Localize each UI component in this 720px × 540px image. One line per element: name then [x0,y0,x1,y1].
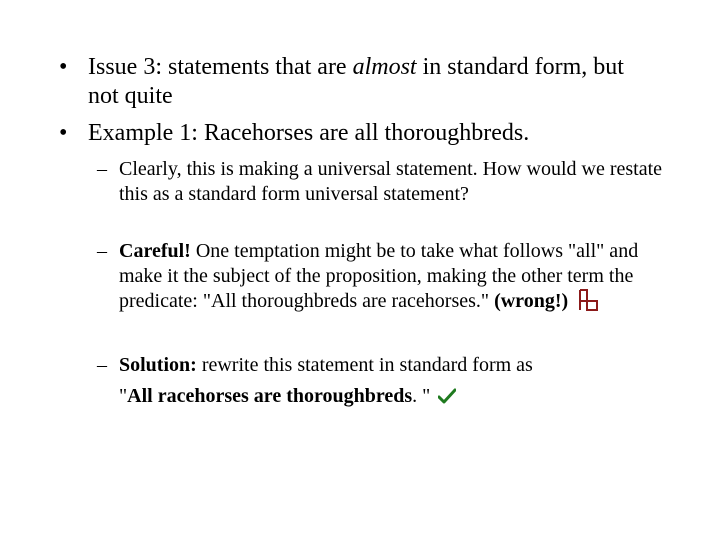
careful-label: Careful! [119,240,191,262]
wrong-label: (wrong!) [494,290,569,312]
dash-marker: – [97,240,107,262]
issue-3-prefix: Issue 3: statements that are [88,54,353,80]
standard-form-statement: All racehorses are thoroughbreds [127,385,413,407]
dash-marker: – [97,354,107,376]
wrong-icon [577,289,599,318]
sub-point-clearly [97,157,664,207]
sub-point-text: One temptation might be to take what follows "all" and make it the subject of the proposition, making the other term the predicate: "All thoroughbreds are racehorses." [119,240,639,312]
bullet-issue-3 [59,53,648,111]
solution-label: Solution: [119,354,197,376]
example-1-text: Example 1: Racehorses are all thoroughbreds. [88,120,530,146]
sub-point-solution [97,353,664,411]
quote-open: " [119,385,128,407]
bullet-marker: • [59,120,68,146]
issue-3-suffix: in standard form, but not quite [88,54,624,109]
dash-marker: – [97,158,107,180]
bullet-marker: • [59,54,68,80]
check-icon [438,386,456,411]
issue-3-emphasis: almost [352,54,417,80]
solution-quote [119,384,664,411]
sub-point-text: Clearly, this is making a universal statement. How would we restate this as a standard form universal statement? [119,158,663,205]
bullet-example-1 [59,119,648,148]
sub-point-careful [97,239,664,318]
quote-close: . " [412,385,431,407]
sub-point-text: rewrite this statement in standard form as [196,354,533,376]
